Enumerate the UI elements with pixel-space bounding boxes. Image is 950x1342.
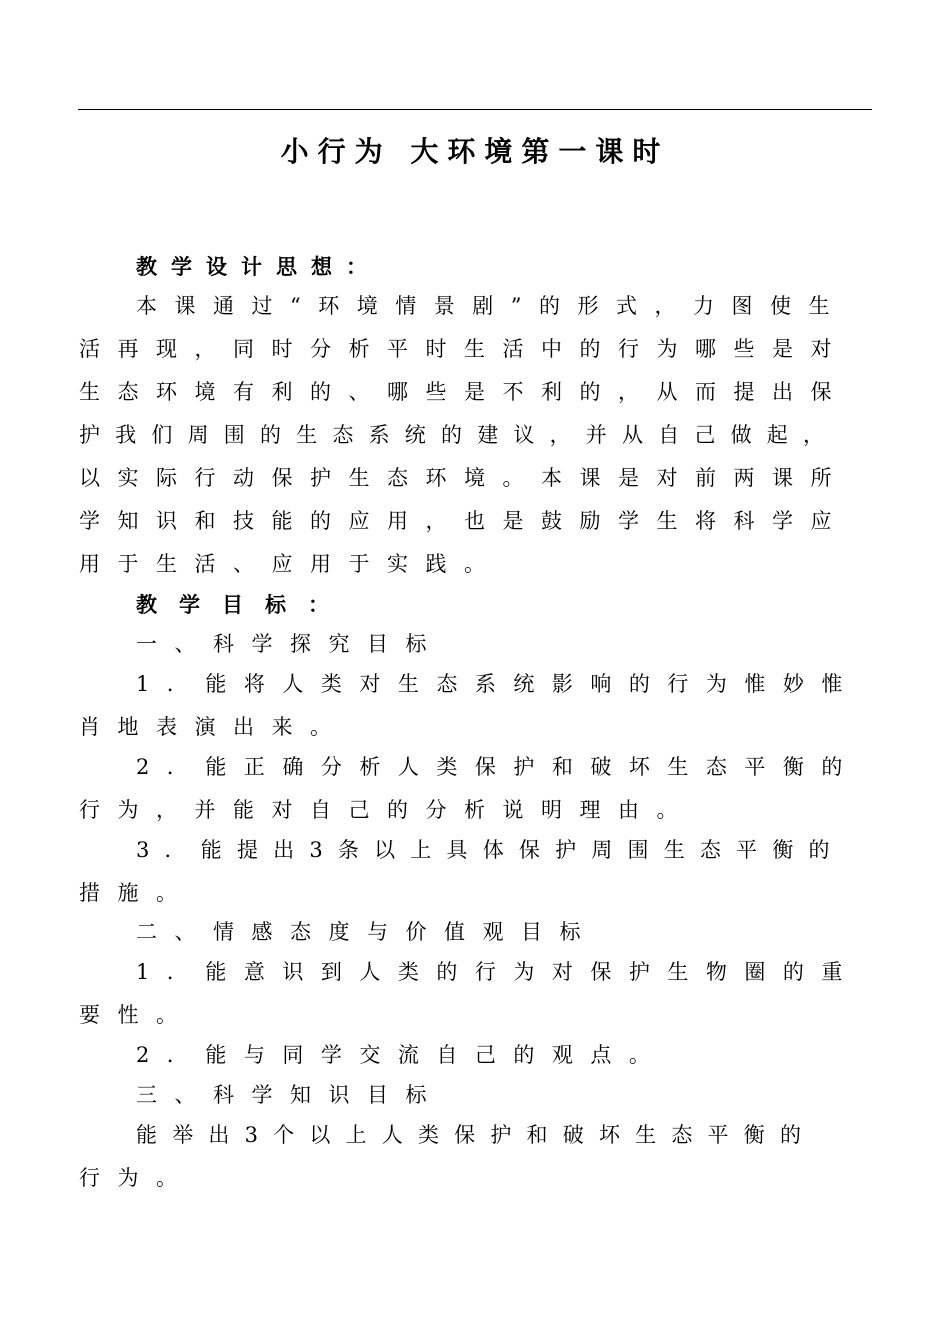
goals-heading: 教学目标：	[136, 593, 351, 617]
header-rule	[78, 109, 872, 110]
inquiry-item-2: 2．能正确分析人类保护和破坏生态平衡的	[136, 755, 860, 779]
inquiry-item-1: 1．能将人类对生态系统影响的行为惟妙惟	[136, 672, 860, 696]
knowledge-goals-heading: 三、科学知识目标	[136, 1083, 444, 1107]
design-paragraph-line: 护我们周围的生态系统的建议，并从自己做起，	[79, 423, 840, 447]
inquiry-item-2-cont: 行为，并能对自己的分析说明理由。	[79, 798, 695, 822]
emotion-item-1-cont: 要性。	[79, 1003, 195, 1027]
emotion-goals-heading: 二、情感态度与价值观目标	[136, 920, 598, 944]
document-title: 小行为 大环境第一课时	[280, 135, 670, 168]
inquiry-item-1-cont: 肖地表演出来。	[79, 715, 349, 739]
knowledge-item: 能举出3个以上人类保护和破坏生态平衡的	[136, 1123, 817, 1147]
emotion-item-2: 2．能与同学交流自己的观点。	[136, 1043, 668, 1067]
design-paragraph-line: 学知识和技能的应用，也是鼓励学生将科学应	[79, 509, 849, 533]
inquiry-item-3-cont: 措施。	[79, 881, 195, 905]
design-paragraph-line: 本课通过“环境情景剧”的形式，力图使生	[136, 294, 847, 318]
emotion-item-1: 1．能意识到人类的行为对保护生物圈的重	[136, 960, 860, 984]
design-heading: 教学设计思想：	[136, 255, 381, 279]
design-paragraph-line: 以实际行动保护生态环境。本课是对前两课所	[79, 466, 849, 490]
design-paragraph-line: 生态环境有利的、哪些是不利的，从而提出保	[79, 380, 849, 404]
design-paragraph-line: 用于生活、应用于实践。	[79, 552, 503, 576]
design-paragraph-line: 活再现，同时分析平时生活中的行为哪些是对	[79, 337, 849, 361]
knowledge-item-cont: 行为。	[79, 1166, 195, 1190]
inquiry-item-3: 3．能提出3条以上具体保护周围生态平衡的	[136, 838, 845, 862]
inquiry-goals-heading: 一、科学探究目标	[136, 632, 444, 656]
